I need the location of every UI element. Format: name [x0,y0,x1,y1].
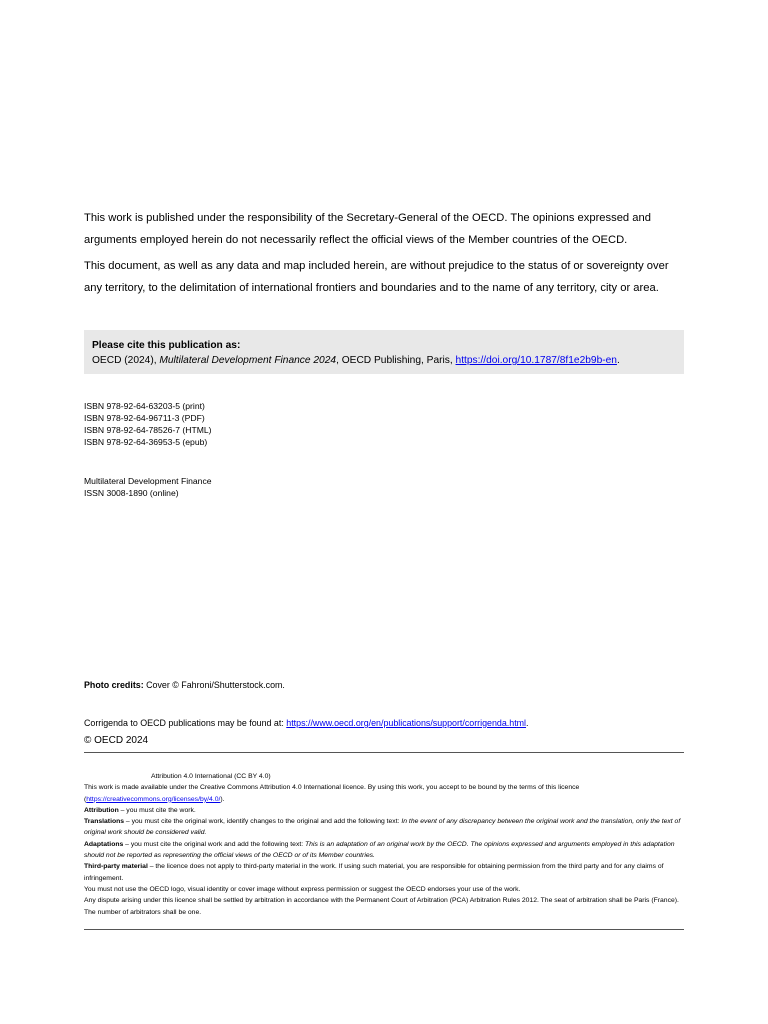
licence-intro-end: ). [220,795,225,803]
licence-title: Attribution 4.0 International (CC BY 4.0) [151,773,271,780]
copyright-notice: © OECD 2024 [84,735,149,746]
licence-intro-text: This work is made available under the Creative Commons Attribution 4.0 International licence. By using this work, you accept to be bound by the terms of this licence ( [84,784,580,803]
citation-prefix: OECD (2024), [92,355,160,366]
translations-text: – you must cite the original work, identify changes to the original and add the following text: [124,818,402,826]
series-name: Multilateral Development Finance [84,476,212,486]
translations-italic: In the event of any discrepancy between the original work and the translation, only the text of original work should be considered valid. [84,818,681,837]
corrigenda-note [84,717,529,729]
series-issn: ISSN 3008-1890 (online) [84,488,179,499]
citation-heading: Please cite this publication as: [92,340,241,351]
photo-credits-text: Cover © Fahroni/Shutterstock.com. [143,680,285,690]
corrigenda-suffix: . [526,718,529,728]
licence-adaptations [84,839,684,862]
adaptations-label: Adaptations [84,840,124,848]
licence-attribution [84,805,684,816]
divider-bottom [84,929,684,930]
isbn-epub: ISBN 978-92-64-36953-5 (epub) [84,437,208,448]
translations-label: Translations [84,818,125,826]
licence-intro [84,782,684,805]
third-party-text: – the licence does not apply to third-party material in the work. If using such material, you are responsible for obtaining permission from the third party and for any claims of infringement. [84,863,664,882]
doi-link[interactable]: https://doi.org/10.1787/8f1e2b9b-en [455,355,617,366]
adaptations-text: – you must cite the original work and add the following text: [123,840,306,848]
disclaimer-paragraph-1: This work is published under the responsibility of the Secretary-General of the OECD. The opinions expressed and arguments employed herein do not necessarily reflect the official views of the Member countries of the OECD. [84,212,651,246]
divider-top [84,752,684,753]
citation-suffix: . [616,355,620,366]
third-party-label: Third-party material [84,863,148,871]
adaptations-italic: This is an adaptation of an original work by the OECD. The opinions expressed and arguments employed in this adaptation should not be reported as representing the official views of the OECD or of its Member countries. [84,840,675,860]
photo-credits [84,679,285,691]
licence-block [84,771,684,918]
citation-title: Multilateral Development Finance 2024 [159,355,337,366]
isbn-pdf: ISBN 978-92-64-96711-3 (PDF) [84,413,205,424]
citation-text [92,353,684,368]
copyright-page [84,0,684,1024]
isbn-print: ISBN 978-92-64-63203-5 (print) [84,401,205,411]
citation-box [84,330,684,374]
isbn-list [84,400,212,448]
disclaimer-paragraph-2: This document, as well as any data and map included herein, are without prejudice to the status of or sovereignty over any territory, to the delimitation of international frontiers and boundaries and to the name of any territory, city or area. [84,260,669,294]
corrigenda-text: Corrigenda to OECD publications may be found at: [84,718,287,728]
photo-credits-label: Photo credits: [84,680,144,690]
isbn-html: ISBN 978-92-64-78526-7 (HTML) [84,425,212,436]
citation-publisher: , OECD Publishing, Paris, [336,355,456,366]
attribution-label: Attribution [84,806,119,814]
licence-link[interactable]: https://creativecommons.org/licenses/by/4.0/ [86,795,221,803]
attribution-text: – you must cite the work. [118,806,196,814]
corrigenda-link[interactable]: https://www.oecd.org/en/publications/support/corrigenda.html [286,718,527,728]
licence-logo-note: You must not use the OECD logo, visual identity or cover image without express permission or suggest the OECD endorses your use of the work. [84,885,521,893]
series-info [84,475,212,499]
licence-arbitration: Any dispute arising under this licence shall be settled by arbitration in accordance with the Permanent Court of Arbitration (PCA) Arbitration Rules 2012. The seat of arbitration shall be Paris (France). The number of arbitrators shall be one. [84,897,679,916]
licence-third-party [84,861,684,884]
licence-translations [84,816,684,839]
